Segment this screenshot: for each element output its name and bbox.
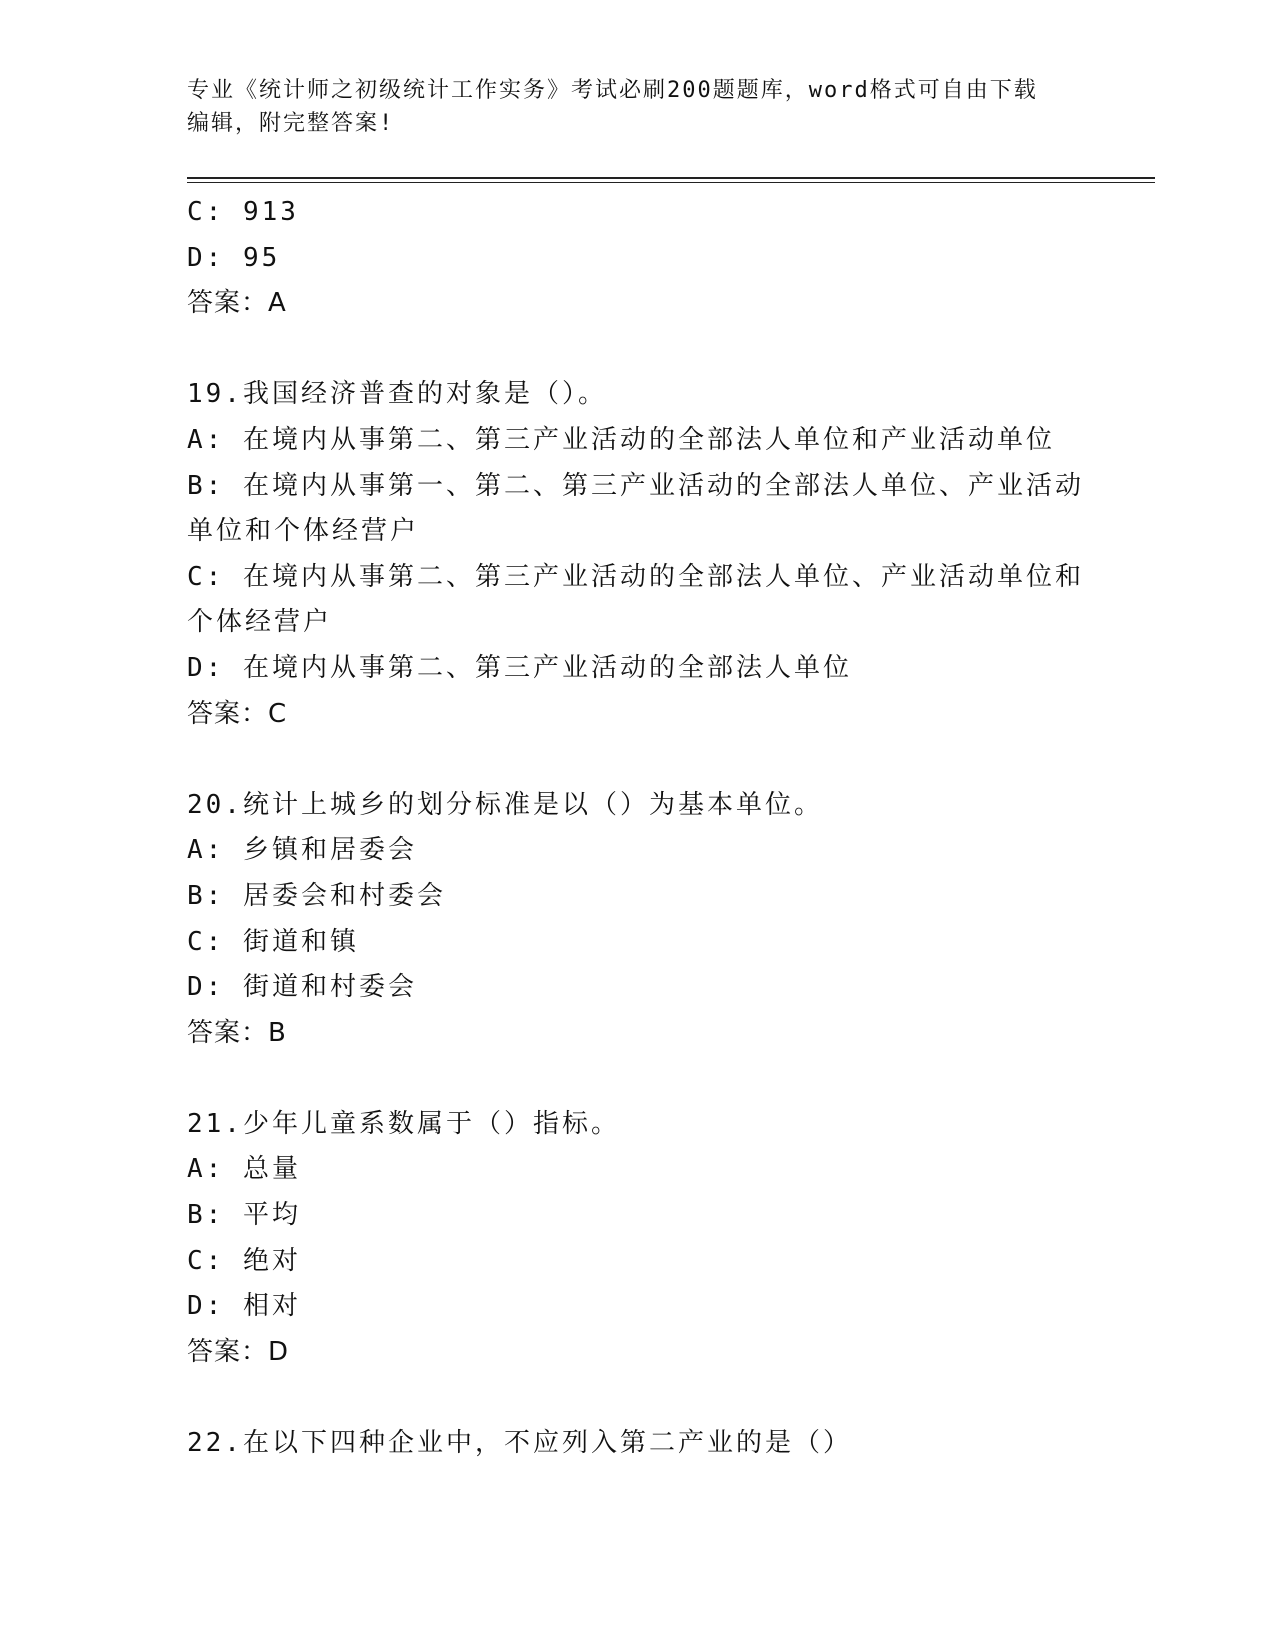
question-19 bbox=[187, 372, 1087, 737]
option-a: A: 总量 bbox=[187, 1154, 301, 1185]
spacer bbox=[187, 1056, 1087, 1102]
option-d: D: 95 bbox=[187, 242, 281, 273]
option-c: C: 绝对 bbox=[187, 1245, 301, 1276]
spacer bbox=[187, 737, 1087, 783]
option-a: A: 乡镇和居委会 bbox=[187, 835, 417, 866]
question-list bbox=[187, 190, 1087, 1467]
option-b: B: 平均 bbox=[187, 1200, 301, 1231]
question-21 bbox=[187, 1102, 1087, 1376]
option-b-continued: 单位和个体经营户 bbox=[187, 516, 420, 547]
option-c-continued: 个体经营户 bbox=[187, 607, 333, 638]
option-b: B: 居委会和村委会 bbox=[187, 880, 446, 911]
option-b: B: 在境内从事第一、第二、第三产业活动的全部法人单位、产业活动 bbox=[187, 470, 1084, 501]
document-header bbox=[187, 74, 1087, 140]
answer-line: 答案：A bbox=[187, 288, 287, 319]
question-stem: 20.统计上城乡的划分标准是以（）为基本单位。 bbox=[187, 789, 823, 820]
header-divider-thick bbox=[187, 177, 1155, 179]
question-22 bbox=[187, 1421, 1087, 1467]
question-stem: 22.在以下四种企业中，不应列入第二产业的是（） bbox=[187, 1428, 852, 1459]
spacer bbox=[187, 327, 1087, 373]
option-c: C: 街道和镇 bbox=[187, 926, 359, 957]
option-d: D: 在境内从事第二、第三产业活动的全部法人单位 bbox=[187, 652, 852, 683]
question-stem: 21.少年儿童系数属于（）指标。 bbox=[187, 1108, 620, 1139]
header-title-line2: 编辑，附完整答案! bbox=[187, 111, 395, 136]
header-title-line1: 专业《统计师之初级统计工作实务》考试必刷200题题库，word格式可自由下载 bbox=[187, 78, 1038, 103]
question-stem: 19.我国经济普查的对象是（）。 bbox=[187, 379, 607, 410]
option-d: D: 相对 bbox=[187, 1291, 301, 1322]
previous-question bbox=[187, 190, 1087, 327]
answer-line: 答案：D bbox=[187, 1336, 290, 1367]
answer-line: 答案：C bbox=[187, 698, 288, 729]
header-divider-thin bbox=[187, 182, 1155, 183]
option-c: C: 在境内从事第二、第三产业活动的全部法人单位、产业活动单位和 bbox=[187, 561, 1084, 592]
option-a: A: 在境内从事第二、第三产业活动的全部法人单位和产业活动单位 bbox=[187, 424, 1055, 455]
option-c: C: 913 bbox=[187, 197, 299, 227]
spacer bbox=[187, 1375, 1087, 1421]
answer-line: 答案：B bbox=[187, 1017, 287, 1048]
question-20 bbox=[187, 783, 1087, 1057]
option-d: D: 街道和村委会 bbox=[187, 972, 417, 1003]
